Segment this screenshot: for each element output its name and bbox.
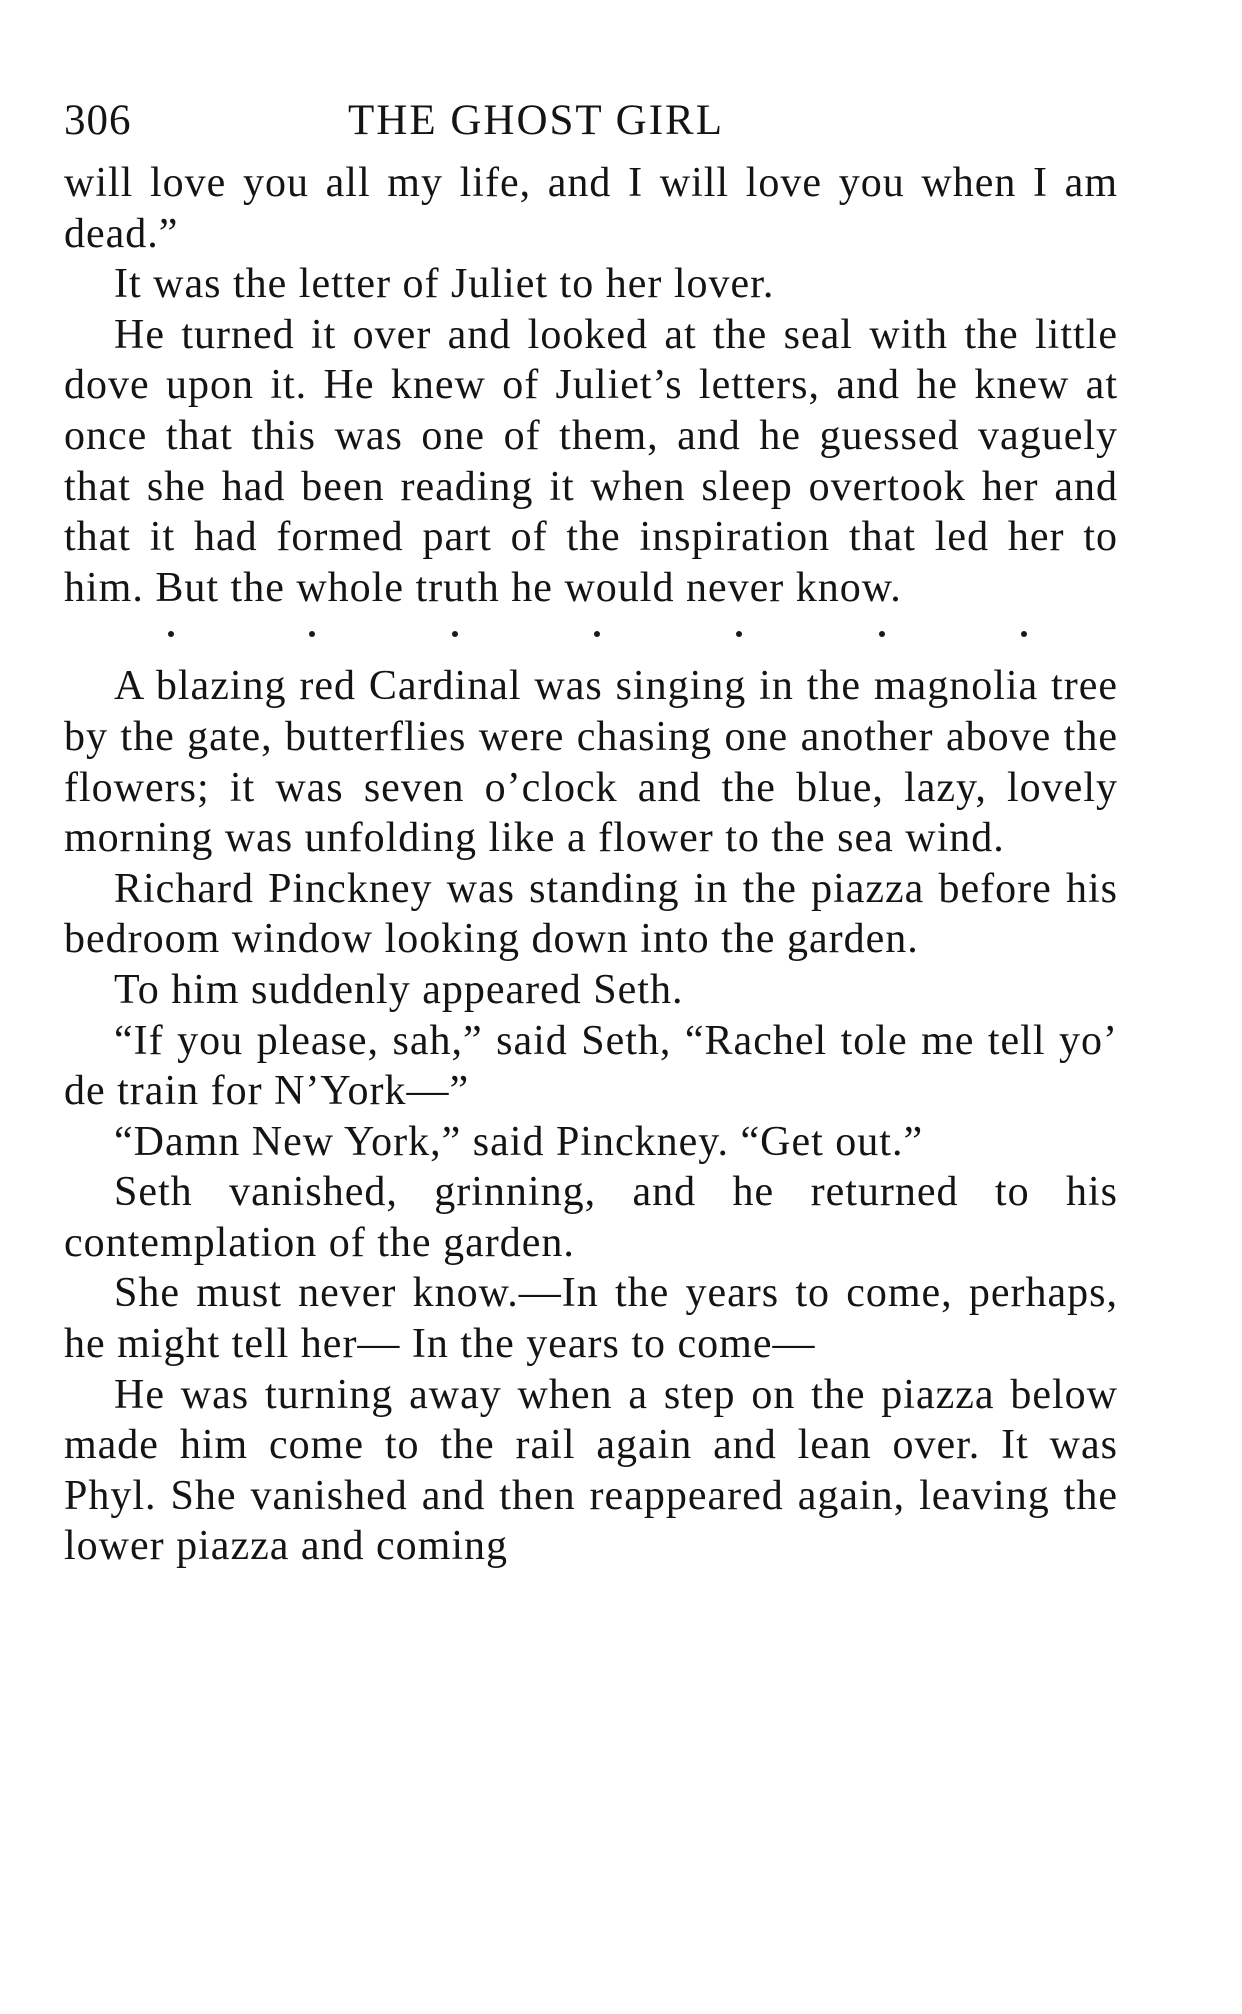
section-break-dot (309, 631, 315, 637)
paragraph: Seth vanished, grinning, and he returned to his contemplation of the garden. (64, 1169, 1118, 1266)
paragraph: “Damn New York,” said Pinckney. “Get out.” (114, 1118, 924, 1165)
section-break-dot (594, 631, 600, 637)
section-break-dot (1021, 631, 1027, 637)
paragraph: He was turning away when a step on the piazza below made him come to the rail again and lean over. It was Phyl. She vanished and then reappeared again, leaving the lower piazza and coming (64, 1371, 1118, 1570)
running-header (64, 92, 1118, 150)
book-page (64, 92, 1118, 1572)
section-break-dot (879, 631, 885, 637)
running-title: THE GHOST GIRL (348, 97, 724, 144)
page-number: 306 (64, 97, 132, 144)
section-break-dot (736, 631, 742, 637)
paragraph: Richard Pinckney was standing in the piazza before his bedroom window looking down into the garden. (64, 865, 1118, 963)
section-break (64, 613, 1118, 661)
paragraph: will love you all my life, and I will love you when I am dead.” (64, 160, 1118, 257)
paragraph: To him suddenly appeared Seth. (114, 966, 684, 1013)
paragraph: A blazing red Cardinal was singing in the magnolia tree by the gate, butterflies were chasing one another above the flowers; it was seven o’clock and the blue, lazy, lovely morning was unfolding like a flower to the sea wind. (64, 663, 1118, 862)
section-break-dot (168, 631, 174, 637)
paragraph: It was the letter of Juliet to her lover. (114, 261, 775, 308)
paragraph: He turned it over and looked at the seal with the little dove upon it. He knew of Juliet’s letters, and he knew at once that this was one of them, and he guessed vaguely that she had been reading it when sleep overtook her and that it had formed part of the inspiration that led her to him. But the whole truth he would never know. (64, 311, 1118, 611)
body-text (64, 158, 1118, 1572)
section-break-dot (452, 631, 458, 637)
paragraph: “If you please, sah,” said Seth, “Rachel tole me tell yo’ de train for N’York—” (64, 1017, 1118, 1115)
paragraph: She must never know.—In the years to come, perhaps, he might tell her— In the years to come— (64, 1270, 1118, 1368)
